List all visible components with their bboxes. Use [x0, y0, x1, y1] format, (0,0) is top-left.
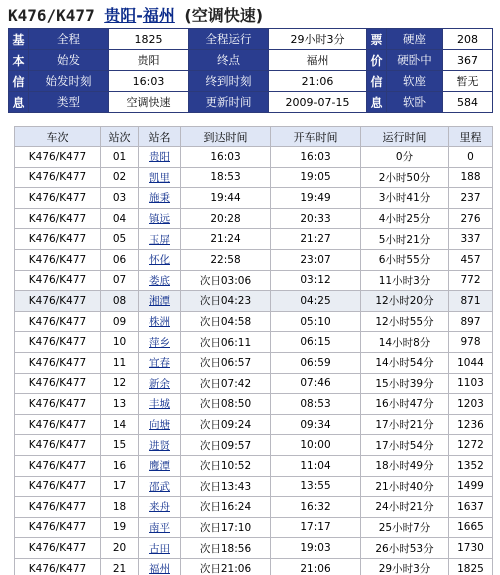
table-cell: K476/K477: [15, 497, 101, 518]
table-cell: 0: [449, 147, 493, 168]
table-cell: 20:28: [181, 208, 271, 229]
train-type: (空调快速): [184, 6, 264, 25]
table-row: [15, 249, 493, 270]
info-side-label: 本: [9, 50, 29, 71]
fare-value: 584: [443, 92, 493, 113]
table-cell: K476/K477: [15, 208, 101, 229]
table-cell: 0分: [361, 147, 449, 168]
table-cell: 1044: [449, 352, 493, 373]
station-cell: [139, 208, 181, 229]
table-cell: 16:32: [271, 497, 361, 518]
table-cell: 21:06: [271, 558, 361, 575]
table-cell: 04: [101, 208, 139, 229]
table-cell: K476/K477: [15, 352, 101, 373]
table-cell: 3小时41分: [361, 188, 449, 209]
table-row: [15, 538, 493, 559]
table-cell: 06: [101, 249, 139, 270]
station-cell: [139, 414, 181, 435]
table-cell: 20:33: [271, 208, 361, 229]
table-cell: 18小时49分: [361, 455, 449, 476]
table-cell: 1236: [449, 414, 493, 435]
station-link[interactable]: 湘潭: [149, 295, 170, 308]
table-row: [15, 497, 493, 518]
station-cell: [139, 558, 181, 575]
table-cell: 1272: [449, 435, 493, 456]
info-label: 类型: [29, 92, 109, 113]
table-cell: K476/K477: [15, 291, 101, 312]
station-link[interactable]: 进贤: [149, 439, 170, 452]
station-link[interactable]: 向塘: [149, 419, 170, 432]
table-cell: 次日08:50: [181, 394, 271, 415]
table-cell: 1665: [449, 517, 493, 538]
table-cell: 337: [449, 229, 493, 250]
table-cell: 07:46: [271, 373, 361, 394]
table-cell: K476/K477: [15, 270, 101, 291]
table-cell: K476/K477: [15, 332, 101, 353]
table-cell: 13: [101, 394, 139, 415]
fare-value: 208: [443, 29, 493, 50]
table-cell: 1103: [449, 373, 493, 394]
column-header: 车次: [15, 127, 101, 147]
station-link[interactable]: 古田: [149, 542, 170, 555]
table-cell: 次日07:42: [181, 373, 271, 394]
table-cell: 1637: [449, 497, 493, 518]
table-row: [15, 455, 493, 476]
station-link[interactable]: 邵武: [149, 480, 170, 493]
info-value: 福州: [269, 50, 367, 71]
station-link[interactable]: 萍乡: [149, 336, 170, 349]
table-cell: 14小时54分: [361, 352, 449, 373]
table-cell: 次日21:06: [181, 558, 271, 575]
table-cell: K476/K477: [15, 147, 101, 168]
station-cell: [139, 455, 181, 476]
station-link[interactable]: 镇远: [149, 213, 170, 226]
table-cell: 19:05: [271, 167, 361, 188]
station-link[interactable]: 南平: [149, 521, 170, 534]
table-cell: 03: [101, 188, 139, 209]
station-link[interactable]: 丰城: [149, 398, 170, 411]
table-cell: 次日09:57: [181, 435, 271, 456]
table-cell: K476/K477: [15, 373, 101, 394]
table-cell: 17:17: [271, 517, 361, 538]
table-cell: 14小时8分: [361, 332, 449, 353]
table-cell: 11小时3分: [361, 270, 449, 291]
info-label: 始发时刻: [29, 71, 109, 92]
station-cell: [139, 311, 181, 332]
station-cell: [139, 352, 181, 373]
fare-value: 暂无: [443, 71, 493, 92]
table-cell: 1203: [449, 394, 493, 415]
table-cell: 26小时53分: [361, 538, 449, 559]
fare-label: 软卧: [387, 92, 443, 113]
station-link[interactable]: 施秉: [149, 192, 170, 205]
info-value: 16:03: [109, 71, 189, 92]
info-value: 2009-07-15: [269, 92, 367, 113]
station-link[interactable]: 玉屏: [149, 233, 170, 246]
table-cell: 次日04:58: [181, 311, 271, 332]
table-cell: 276: [449, 208, 493, 229]
table-row: [15, 558, 493, 575]
station-link[interactable]: 娄底: [149, 274, 170, 287]
table-row: [15, 352, 493, 373]
table-cell: 21:24: [181, 229, 271, 250]
info-row: [9, 92, 493, 113]
table-cell: 次日04:23: [181, 291, 271, 312]
table-cell: 12: [101, 373, 139, 394]
column-header: 开车时间: [271, 127, 361, 147]
column-header: 站名: [139, 127, 181, 147]
info-label: 全程运行: [189, 29, 269, 50]
table-cell: K476/K477: [15, 311, 101, 332]
station-cell: [139, 538, 181, 559]
column-header: 站次: [101, 127, 139, 147]
info-side-label: 信: [9, 71, 29, 92]
table-cell: 188: [449, 167, 493, 188]
table-row: [15, 414, 493, 435]
table-cell: 772: [449, 270, 493, 291]
station-link[interactable]: 宜春: [149, 357, 170, 370]
table-cell: 22:58: [181, 249, 271, 270]
table-cell: 15小时39分: [361, 373, 449, 394]
info-value: 29小时3分: [269, 29, 367, 50]
table-cell: 17: [101, 476, 139, 497]
table-cell: 11:04: [271, 455, 361, 476]
table-cell: 978: [449, 332, 493, 353]
table-cell: 6小时55分: [361, 249, 449, 270]
table-cell: 05:10: [271, 311, 361, 332]
table-row: [15, 311, 493, 332]
table-cell: K476/K477: [15, 414, 101, 435]
table-cell: 23:07: [271, 249, 361, 270]
info-value: 21:06: [269, 71, 367, 92]
table-cell: 871: [449, 291, 493, 312]
table-cell: 16: [101, 455, 139, 476]
to-station-link[interactable]: 福州: [142, 6, 175, 25]
table-cell: K476/K477: [15, 167, 101, 188]
table-cell: 次日10:52: [181, 455, 271, 476]
station-cell: [139, 147, 181, 168]
station-cell: [139, 394, 181, 415]
table-cell: 2小时50分: [361, 167, 449, 188]
table-cell: 06:59: [271, 352, 361, 373]
table-cell: 次日18:56: [181, 538, 271, 559]
train-code: K476/K477: [8, 6, 95, 25]
table-row: [15, 476, 493, 497]
table-cell: 15: [101, 435, 139, 456]
fare-side-label: 票: [367, 29, 387, 50]
station-cell: [139, 291, 181, 312]
table-row: [15, 208, 493, 229]
table-cell: 次日16:24: [181, 497, 271, 518]
table-cell: K476/K477: [15, 558, 101, 575]
table-cell: 16:03: [181, 147, 271, 168]
info-value: 贵阳: [109, 50, 189, 71]
fare-side-label: 信: [367, 71, 387, 92]
table-cell: K476/K477: [15, 394, 101, 415]
station-cell: [139, 167, 181, 188]
table-cell: 18: [101, 497, 139, 518]
table-cell: 19:03: [271, 538, 361, 559]
table-cell: 次日13:43: [181, 476, 271, 497]
table-row: [15, 147, 493, 168]
table-cell: 次日03:06: [181, 270, 271, 291]
info-row: [9, 71, 493, 92]
table-cell: 01: [101, 147, 139, 168]
table-cell: 24小时21分: [361, 497, 449, 518]
table-cell: 29小时3分: [361, 558, 449, 575]
table-cell: 次日17:10: [181, 517, 271, 538]
table-cell: 16:03: [271, 147, 361, 168]
from-station-link[interactable]: 贵阳: [104, 6, 137, 25]
table-cell: 17小时54分: [361, 435, 449, 456]
table-cell: 次日06:11: [181, 332, 271, 353]
station-cell: [139, 229, 181, 250]
table-cell: 06:15: [271, 332, 361, 353]
table-cell: 21小时40分: [361, 476, 449, 497]
table-cell: K476/K477: [15, 476, 101, 497]
basic-info-table: [8, 28, 493, 113]
table-cell: K476/K477: [15, 538, 101, 559]
table-cell: 13:55: [271, 476, 361, 497]
station-cell: [139, 517, 181, 538]
table-cell: 237: [449, 188, 493, 209]
table-cell: 19:44: [181, 188, 271, 209]
table-cell: 1499: [449, 476, 493, 497]
table-cell: 04:25: [271, 291, 361, 312]
table-cell: 12小时20分: [361, 291, 449, 312]
table-cell: 19:49: [271, 188, 361, 209]
table-row: [15, 394, 493, 415]
fare-value: 367: [443, 50, 493, 71]
station-link[interactable]: 新余: [149, 377, 170, 390]
station-link[interactable]: 贵阳: [149, 151, 170, 164]
table-cell: 20: [101, 538, 139, 559]
info-side-label: 息: [9, 92, 29, 113]
info-label: 更新时间: [189, 92, 269, 113]
table-cell: 21:27: [271, 229, 361, 250]
table-cell: K476/K477: [15, 229, 101, 250]
page-title: [8, 3, 263, 27]
table-cell: 05: [101, 229, 139, 250]
table-cell: 12小时55分: [361, 311, 449, 332]
table-cell: 07: [101, 270, 139, 291]
table-cell: 03:12: [271, 270, 361, 291]
station-link[interactable]: 来舟: [149, 501, 170, 514]
fare-label: 硬座: [387, 29, 443, 50]
table-cell: K476/K477: [15, 435, 101, 456]
table-row: [15, 291, 493, 312]
table-cell: 08:53: [271, 394, 361, 415]
table-cell: 1825: [449, 558, 493, 575]
table-cell: K476/K477: [15, 455, 101, 476]
table-cell: 09:34: [271, 414, 361, 435]
table-row: [15, 229, 493, 250]
info-label: 终点: [189, 50, 269, 71]
schedule-header-row: [15, 127, 493, 147]
table-cell: 次日06:57: [181, 352, 271, 373]
station-link[interactable]: 福州: [149, 563, 170, 575]
route: [104, 6, 175, 25]
station-cell: [139, 476, 181, 497]
table-cell: 10:00: [271, 435, 361, 456]
route-dash: -: [136, 6, 143, 25]
table-cell: 17小时21分: [361, 414, 449, 435]
table-cell: 21: [101, 558, 139, 575]
info-label: 终到时刻: [189, 71, 269, 92]
table-cell: 09: [101, 311, 139, 332]
table-cell: K476/K477: [15, 517, 101, 538]
column-header: 里程: [449, 127, 493, 147]
fare-label: 硬卧中: [387, 50, 443, 71]
table-cell: 08: [101, 291, 139, 312]
table-cell: 11: [101, 352, 139, 373]
station-cell: [139, 497, 181, 518]
table-row: [15, 373, 493, 394]
station-cell: [139, 435, 181, 456]
table-row: [15, 332, 493, 353]
info-value: 空调快速: [109, 92, 189, 113]
fare-side-label: 价: [367, 50, 387, 71]
table-cell: 10: [101, 332, 139, 353]
table-cell: 457: [449, 249, 493, 270]
fare-label: 软座: [387, 71, 443, 92]
station-cell: [139, 249, 181, 270]
info-row: [9, 29, 493, 50]
info-row: [9, 50, 493, 71]
table-row: [15, 517, 493, 538]
column-header: 到达时间: [181, 127, 271, 147]
station-cell: [139, 188, 181, 209]
station-link[interactable]: 凯里: [149, 171, 170, 184]
table-cell: 14: [101, 414, 139, 435]
table-cell: K476/K477: [15, 249, 101, 270]
table-cell: 5小时21分: [361, 229, 449, 250]
table-cell: 1352: [449, 455, 493, 476]
table-row: [15, 435, 493, 456]
info-label: 始发: [29, 50, 109, 71]
schedule-table: [14, 126, 493, 575]
table-cell: 16小时47分: [361, 394, 449, 415]
table-row: [15, 270, 493, 291]
station-link[interactable]: 鹰潭: [149, 460, 170, 473]
table-cell: 18:53: [181, 167, 271, 188]
table-cell: K476/K477: [15, 188, 101, 209]
table-cell: 02: [101, 167, 139, 188]
station-link[interactable]: 怀化: [149, 254, 170, 267]
station-cell: [139, 332, 181, 353]
info-value: 1825: [109, 29, 189, 50]
info-side-label: 基: [9, 29, 29, 50]
table-cell: 次日09:24: [181, 414, 271, 435]
table-cell: 25小时7分: [361, 517, 449, 538]
table-cell: 1730: [449, 538, 493, 559]
column-header: 运行时间: [361, 127, 449, 147]
table-cell: 19: [101, 517, 139, 538]
station-cell: [139, 270, 181, 291]
fare-side-label: 息: [367, 92, 387, 113]
table-cell: 897: [449, 311, 493, 332]
table-row: [15, 188, 493, 209]
station-link[interactable]: 株洲: [149, 316, 170, 329]
table-cell: 4小时25分: [361, 208, 449, 229]
info-label: 全程: [29, 29, 109, 50]
table-row: [15, 167, 493, 188]
station-cell: [139, 373, 181, 394]
